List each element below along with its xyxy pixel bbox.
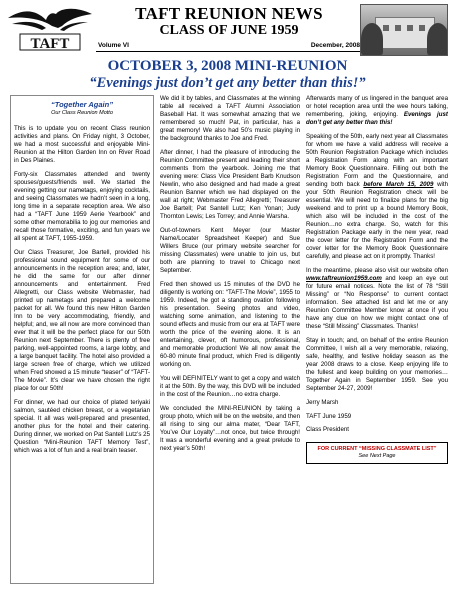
paragraph: Out-of-towners Kent Meyer (our Master Name/Locater Spreadsheet Keeper) and Sue Willers Bruce (our primary website searcher for missing Classmates) were unable to join us, but both are planning to travel to Chicago next September.	[160, 227, 300, 274]
missing-list-reference: See Next Page	[358, 452, 396, 459]
paragraph-text: and keep an eye out for future email notices. Note the list of 78 “Still Missing” or “No Response” to current contact information. See attached list and let me or any Reunion Committee Member know at once if you have any clue on how we might contact one of these “Still Missing” Classmates. Thanks!	[306, 275, 448, 330]
paragraph: After dinner, I had the pleasure of introducing the Reunion Committee present and leading their short comments from the yearbook. Joining me that evening were: Class Vice President Barb Knudson Newlin, who also designed and had made a great Reunion Banner which we had displayed on the wall at right; Webmaster Fred Allegretti; Treasurer Joe Bartell; Pat Santell Lutz; Ken Yonan; Judy Thornton Lewis; Les Torrey; and Annie Warsha.	[160, 149, 300, 220]
eagle-icon	[6, 4, 94, 52]
paragraph: Our Class Treasurer, Joe Bartell, provided his professional sound equipment for some of our announcements in the reception area; and, later, he did the same for our after dinner announcements and entertainment. Fred Allegretti, our Class website Webmaster, had printed up nametags and prepared a welcome packet for all. We found this new Hilton Garden Inn to be very accommodating, friendly, and helpful; and, we all now are more convinced than ever that it will be the perfect place for our 50th Reunion next September. There is plenty of free parking, well-appointed rooms, a large lobby, and a large banquet facility. The hotel also provided a large screen free of charge, which we utilized when Fred showed a 15 minute “teaser” of “TAFT-The Movie”. It’s clear we have chosen the right place for our 50th!	[14, 249, 150, 392]
deadline-text: before March 15, 2009	[363, 181, 434, 188]
signature-name: Jerry Marsh	[306, 399, 339, 406]
building-shape	[375, 17, 435, 49]
missing-list-note	[306, 442, 448, 464]
column-1	[10, 95, 154, 584]
paragraph: Fred then showed us 15 minutes of the DVD he diligently is working on: “TAFT-The Movie”, 1955 to 1959. Indeed, he got a standing ovation following his presentation. Seeing photos and video, watching some animation, and listening to the sound effects and music from our era at TAFT were worth the price of the evening alone. It is an entertaining, clever, oft humorous, professional, and memorable production! We all now await the 60-80 minute final product, which Fred is diligently working on.	[160, 281, 300, 368]
paragraph	[306, 95, 448, 127]
paragraph: We concluded the MINI-REUNION by taking a group photo, which will be on the website, and then all rising to sing our alma mater, “Dear TAFT, You’ve Our Loyalty”…not once, but twice through! It was a wonderful evening and a great prelude to next year’s 50th!	[160, 405, 300, 452]
logo-text: TAFT	[30, 36, 70, 52]
newsletter-title: TAFT REUNION NEWS	[135, 4, 323, 23]
school-building-photo	[360, 4, 448, 56]
tagline: “Evenings just don’t get any better than this!”	[89, 75, 366, 91]
paragraph	[306, 267, 448, 331]
website-link[interactable]: www.taftreunion1959.com	[306, 275, 382, 282]
emphasis-text: Evenings just don’t get any better than this!	[306, 111, 448, 126]
headline: OCTOBER 3, 2008 MINI-REUNION	[107, 58, 348, 74]
column-3	[306, 95, 448, 585]
missing-list-heading: FOR CURRENT “MISSING CLASSMATE LIST”	[317, 445, 437, 452]
masthead	[4, 3, 450, 53]
newsletter-subtitle: CLASS OF JUNE 1959	[159, 23, 299, 38]
volume-label: Volume VI	[98, 42, 129, 49]
paragraph	[306, 133, 448, 261]
column-1-subtitle: Our Class Reunion Motto	[51, 110, 113, 116]
signature-class: TAFT June 1959	[306, 412, 352, 420]
paragraph-text: Afterwards many of us lingered in the banquet area or hotel reception area until the wee hours talking, remembering, joking, enjoying.	[306, 95, 448, 118]
paragraph: For dinner, we had our choice of plated teriyaki salmon, sautéed chicken breast, or a vegetarian special. It all was well-prepared and presented, another plus for the hotel and their catering. During dinner, we worked on Pat Santell Lutz’s 25 Question “Mini-Reunion TAFT Memory Test”, which was a lot of fun and a real brain teaser.	[14, 399, 150, 454]
window-shape	[383, 25, 389, 31]
paragraph: Forty-six Classmates attended and twenty spouses/guests/friends well. We started the evening getting our nametags, enjoying cocktails, and seeing Classmates we hadn’t seen in a long, long time in a separate reception area. We also had a “TAFT June 1959 Aerie Yearbook” and some other memorabilia to jog our memories and recall those formative, exciting, and fun years we all spent at TAFT, 1955-1959.	[14, 171, 150, 242]
tree-shape	[361, 23, 383, 55]
issue-date: December, 2008	[310, 42, 360, 49]
paragraph-text: with your 50th Reunion Registration check will be essential. We will need to finalize plans for the big weekend and to print up a bound Memory Book, which also will be included in the cost of the Reunion…no extra charge. So, watch for this Registration Package early in the new year, read the cover letter for the Registration Form and the cover letter for the Memory Book Questionnaire carefully, and please act on it promptly. Thanks!	[306, 181, 448, 260]
column-2	[160, 95, 300, 585]
paragraph: You will DEFINITELY want to get a copy and watch it at the 50th. By the way, this DVD will be included in the cost of the Reunion…no extra charge.	[160, 375, 300, 398]
column-1-title: “Together Again”	[51, 100, 113, 109]
signature-title: Class President	[306, 426, 350, 433]
window-shape	[419, 25, 425, 31]
paragraph: This is to update you on recent Class reunion activities and plans. On Friday night, 3 October, we had a most successful and enjoyable Mini-Reunion at the Hilton Garden Inn on River Road in Des Plaines.	[14, 125, 150, 164]
taft-eagle-logo	[6, 4, 94, 52]
paragraph: Stay in touch; and, on behalf of the entire Reunion Committee, I wish all a very memorable, relaxing, safe, healthy, and festive holiday season as the year 2008 draws to a close. Keep enjoying life to the fullest and keep building on your memories…Together Again in September 1959. See you September 24-27, 2009!	[306, 337, 448, 392]
window-shape	[395, 25, 401, 31]
tree-shape	[427, 23, 448, 55]
paragraph-text: Speaking of the 50th, early next year all Classmates for whom we have a valid address will receive a 50th Reunion Registration Package which includes a Registration Form along with an important Memory Book Questionnaire. Filling out both the Registration Form and the Questionnaire, and sending both back	[306, 133, 448, 188]
paragraph-text: In the meantime, please also visit our website often	[306, 267, 448, 274]
window-shape	[407, 25, 413, 31]
masthead-divider	[96, 51, 362, 52]
paragraph: We did it by tables, and Classmates at the winning table all received a TAFT Alumni Association Baseball Hat. It was somewhat amazing that we remembered so much! Pat, in particular, has a great memory! We also had 50’s music playing in the background thanks to Joe and Fred.	[160, 95, 300, 142]
